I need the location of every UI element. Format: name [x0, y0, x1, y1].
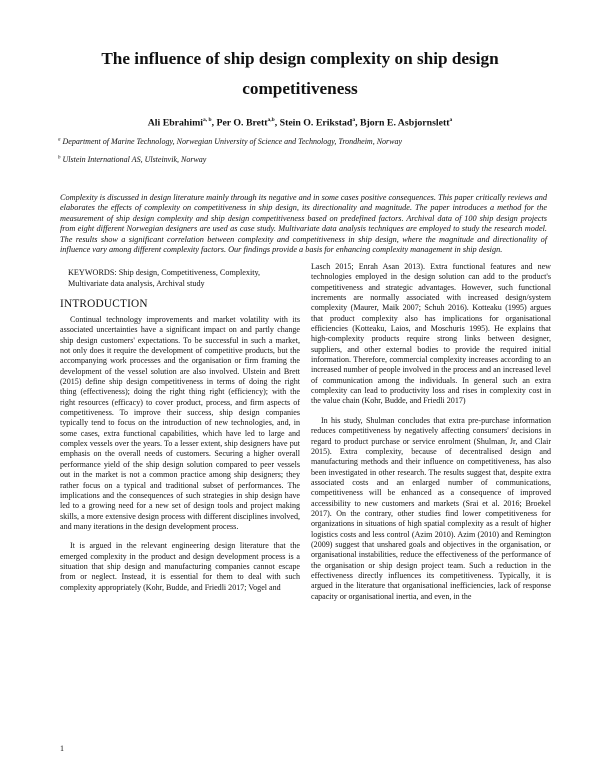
- affiliation-text: Department of Marine Technology, Norwegian University of Science and Technology, Trondheim, Norway: [62, 137, 403, 146]
- author-name: Per O. Brett: [216, 117, 268, 129]
- author-affiliation-mark: a: [352, 117, 356, 123]
- author-list: Ali Ebrahimi$^{a, b}$, Per O. Brett$^{a,b}$, Stein O. Erikstad$^a$, Bjorn E. Asbjornslett$^a$: [147, 117, 453, 129]
- paper-title-line-2: competitiveness: [242, 79, 358, 98]
- author-name: Ali Ebrahimi: [147, 117, 203, 129]
- keywords: KEYWORDS: Ship design, Competitiveness, Complexity, Multivariate data analysis, Archival study: [68, 268, 261, 288]
- author-name: Stein O. Erikstad: [279, 117, 353, 129]
- abstract: Complexity is discussed in design literature mainly through its negative and in some cases positive consequences. This paper critically reviews and elaborates the effects of complexity on competitiveness in ship design, its directionality and magnitude. The paper introduces a method for the measurement of ship design complexity and ship design competitiveness based on predefined factors. Archival data of 100 ship design projects from eight different Norwegian designers are used as case study. Multivariate data analysis techniques are employed to study the research model. The results show a significant correlation between complexity and competitiveness in ship design, where the magnitude and directionality of influence vary among different complexity factors. Our findings provide a basis for enhancing complexity management in ship design.: [60, 193, 547, 255]
- author-affiliation-mark: a: [449, 117, 453, 123]
- affiliation-mark: b: [58, 155, 61, 161]
- body-paragraph: It is argued in the relevant engineering design literature that the emerged complexity in the product and design development process is a situation that ship design and manufacturing companies cannot escape from or neglect. Instead, it is essential for them to deal with such complexity appropriately (Kohr, Budde, and Friedli 2017; Vogel and: [60, 541, 300, 592]
- author-affiliation-mark: a, b: [203, 117, 212, 123]
- affiliation-mark: a: [58, 137, 61, 143]
- right-column: [311, 262, 551, 611]
- author-name: Bjorn E. Asbjornslett: [359, 117, 450, 129]
- body-paragraph: In his study, Shulman concludes that extra pre-purchase information reduces competitiveness by negatively affecting consumers' decisions in regard to product purchase or service enrolment (Shulman, Jr, and Clair 2015). Extra complexity, because of decentralised design and manufacturing methods and their influence on competitiveness, has also been investigated in other research. The results suggest that, despite extra associated costs and an enlarged number of communications, competitiveness will be enhanced as a consequence of improved accessibility to new customers and markets (Srai et al. 2016; Broekel 2017). On the contrary, other studies find lower competitiveness for organizations in situations of high spatial complexity as a result of higher logistics costs and less control (Azim 2010). Azim (2010) and Remington (2009) suggest that unshared goals and objectives in the organisation, or organisational instabilities, reduce the effectiveness of the performance of the organisation or ship design project team. Such a reduction in the effectiveness directly influences its competitiveness. Typically, it is argued in the literature that organisational inefficiencies, lack of response capacity or organisational inertia, and even, in the: [311, 415, 551, 601]
- paper-title-line-1: The influence of ship design complexity on ship design: [101, 49, 499, 68]
- affiliation: [58, 155, 206, 164]
- body-paragraph: Lasch 2015; Enrah Asan 2013). Extra functional features and new technologies employed in the design solution can add to the product's competitiveness and strategic advantages. However, such functional increments are normally associated with increased design/system complexity (Maurer, Maik 2007; Schuh 2016). Kotteaku (1995) argues that product complexity also has implications for organisational efficiencies (Kotteaku, Laios, and Moschuris 1995). He explains that high-complexity products require strong links between designer, suppliers, and other external bodies to provide the required initial information. Therefore, commercial complexity increases according to an increased number of people involved in the process and an increased level of communication among the individuals. In general such an extra complexity can lead to productivity loss and rises in complexity cost in the value chain (Kohr, Budde, and Friedli 2017): [311, 262, 551, 406]
- left-column: [60, 315, 300, 602]
- section-heading: INTRODUCTION: [60, 298, 148, 310]
- body-paragraph: Continual technology improvements and market volatility with its associated uncertainties have a significant impact on and partly change ship design customers' expectations. To be successful in such a market, not only does it require the development of competitive products, but the accompanying work processes and the organisation or firm framing the development of the vessel solution are also involved. Ulstein and Brett (2015) define ship design competitiveness in terms of doing the right thing (effectiveness); doing the right thing right (efficiency); with the right resources (efficacy) to cover product, process, and firm aspects of competitiveness. To improve their success, ship design companies typically tend to focus on the introduction of new technologies, and, in some cases, extra functional capabilities, which have led to large and complex vessels over the years. To a lesser extent, ship designers have put emphasis on the overall needs of customers. Securing a higher overall performance yield of the ship design solution compared to peer vessels out in the market is not a common practice among ship designers; they rather focus on a typical and traditional subset of performances. The implications and the consequences of such strategies in ship design have led to a growing need for a new set of design tools and project making skills, a more extensive design process with different disciplines involved, and many iterations in the design development process.: [60, 315, 300, 531]
- author-affiliation-mark: a,b: [267, 117, 275, 123]
- affiliation-text: Ulstein International AS, Ulsteinvik, Norway: [62, 155, 207, 164]
- affiliation: [58, 137, 402, 146]
- page-number: 1: [60, 744, 64, 753]
